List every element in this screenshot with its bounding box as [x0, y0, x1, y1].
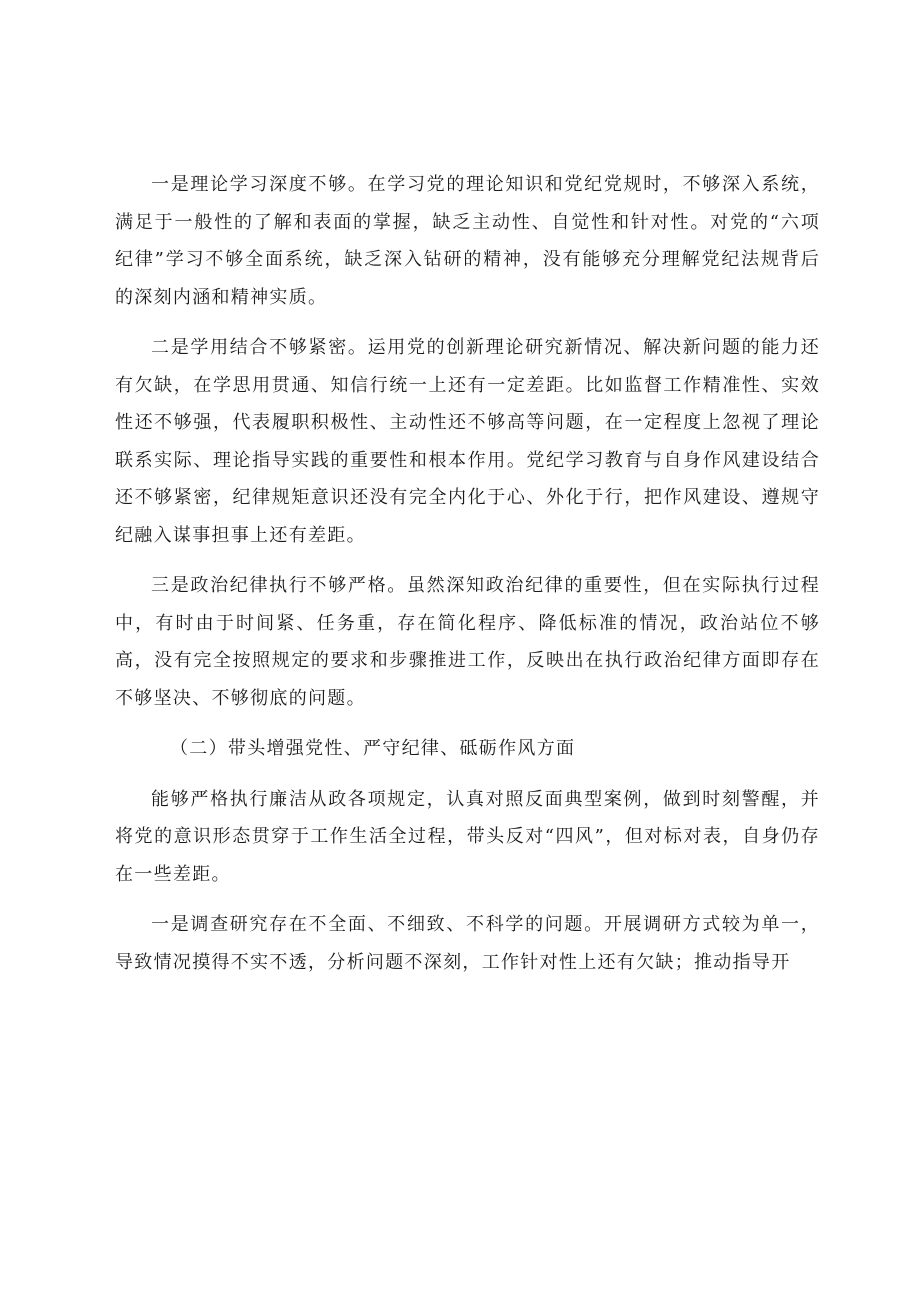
document-body: [115, 166, 820, 994]
paragraph-integrity-rules: 能够严格执行廉洁从政各项规定，认真对照反面典型案例，做到时刻警醒，并将党的意识形态贯穿于工作生活全过程，带头反对“四风”，但对标对表，自身仍存在一些差距。: [115, 788, 820, 885]
paragraph-political-discipline: 三是政治纪律执行不够严格。虽然深知政治纪律的重要性，但在实际执行过程中，有时由于时间紧、任务重，存在简化程序、降低标准的情况，政治站位不够高，没有完全按照规定的要求和步骤推进工作，反映出在执行政治纪律方面即存在不够坚决、不够彻底的问题。: [115, 575, 820, 709]
paragraph-research-issues: 一是调查研究存在不全面、不细致、不科学的问题。开展调研方式较为单一，导致情况摸得不实不透，分析问题不深刻，工作针对性上还有欠缺；推动指导开: [115, 914, 820, 973]
paragraph-theory-study-depth: 一是理论学习深度不够。在学习党的理论知识和党纪党规时，不够深入系统，满足于一般性的了解和表面的掌握，缺乏主动性、自觉性和针对性。对党的“六项纪律”学习不够全面系统，缺乏深入钻研的精神，没有能够充分理解党纪法规背后的深刻内涵和精神实质。: [115, 174, 820, 308]
section-heading: （二）带头增强党性、严守纪律、砥砺作风方面: [170, 738, 576, 759]
paragraph-study-application: 二是学用结合不够紧密。运用党的创新理论研究新情况、解决新问题的能力还有欠缺，在学思用贯通、知信行统一上还有一定差距。比如监督工作精准性、实效性还不够强，代表履职积极性、主动性还不够高等问题，在一定程度上忽视了理论联系实际、理论指导实践的重要性和根本作用。党纪学习教育与自身作风建设结合还不够紧密，纪律规矩意识还没有完全内化于心、外化于行，把作风建设、遵规守纪融入谋事担事上还有差距。: [115, 337, 820, 546]
